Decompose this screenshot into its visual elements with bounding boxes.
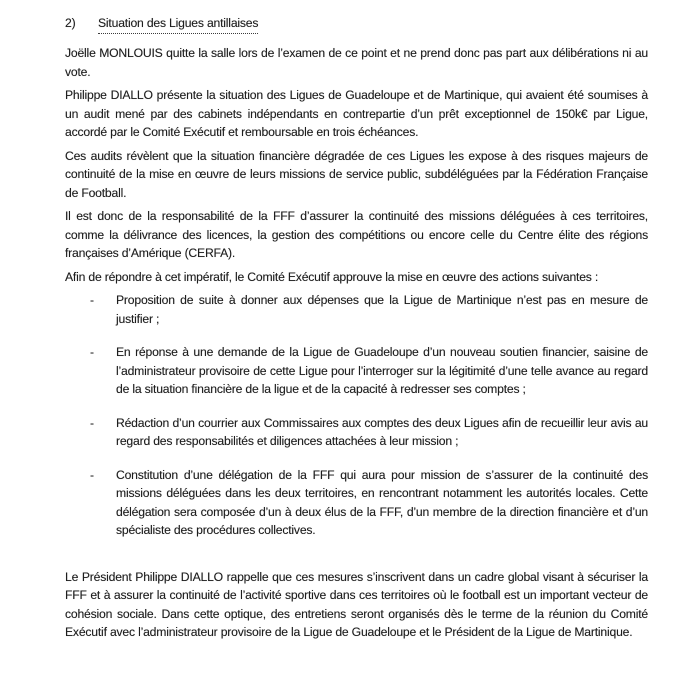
bullet-dash: -	[90, 415, 94, 430]
bullet-dash: -	[90, 345, 94, 359]
bullet-dash: -	[90, 293, 94, 307]
closing-paragraph: Le Président Philippe DIALLO rappelle que ces mesures s’inscrivent dans un cadre global visant à sécuriser la FFF et à assurer la continuité de l’activité sportive dans ces territoires où le football est un important vecteur de cohésion sociale. Dans cette optique, des entretiens seront organisés dès le terme de la réunion du Comité Exécutif avec l’administrateur provisoire de la Ligue de Guadeloupe et le Président de la Ligue de Martinique.	[65, 569, 648, 639]
bullet-item	[65, 414, 648, 451]
paragraph-diallo-presentation: Philippe DIALLO présente la situation des Ligues de Guadeloupe et de Martinique, qui avaient été soumises à un audit mené par des cabinets indépendants en contrepartie d’un prêt exceptionnel de 150k€ par Ligue, accordé par le Comité Exécutif et remboursable en trois échéances.	[65, 88, 648, 139]
bullet-item	[65, 291, 648, 328]
bullet-text: Proposition de suite à donner aux dépenses que la Ligue de Martinique n’est pas en mesure de justifier ;	[116, 293, 648, 326]
paragraph-audits: Ces audits révèlent que la situation financière dégradée de ces Ligues les expose à des risques majeurs de continuité de la mise en œuvre de leurs missions de service public, subdéléguées par la Fédération Française de Football.	[65, 148, 648, 200]
bullet-list	[65, 291, 648, 540]
section-title: Situation des Ligues antillaises	[98, 14, 258, 34]
section-number: 2)	[65, 16, 76, 30]
bullet-item	[65, 343, 648, 399]
bullet-item	[65, 466, 648, 540]
paragraph-responsabilite-fff: Il est donc de la responsabilité de la FFF d’assurer la continuité des missions déléguées à ces territoires, comme la délivrance des licences, la gestion des compétitions ou encore celle du Centre élite des régions françaises d’Amérique (CERFA).	[65, 209, 648, 260]
paragraph-actions-intro: Afin de répondre à cet impératif, le Comité Exécutif approuve la mise en œuvre des actions suivantes :	[65, 269, 599, 284]
bullet-text: En réponse à une demande de la Ligue de Guadeloupe d’un nouveau soutien financier, saisine de l’administrateur provisoire de cette Ligue pour l’interroger sur la légitimité d’une telle avance au regard de la situation financière de la ligue et de la capacité à redresser ses comptes ;	[116, 345, 648, 396]
section-heading	[65, 14, 648, 34]
bullet-dash: -	[90, 467, 94, 482]
bullet-text: Constitution d’une délégation de la FFF qui aura pour mission de s’assurer de la continuité des missions déléguées dans les deux territoires, en rencontrant notamment les autorités locales. Cette délégation sera composée d’un à deux élus de la FFF, d’un membre de la direction financière et d’un spécialiste des procédures collectives.	[116, 467, 648, 537]
paragraph-monlouis: Joëlle MONLOUIS quitte la salle lors de l’examen de ce point et ne prend donc pas part aux délibérations ni au vote.	[65, 46, 648, 79]
bullet-text: Rédaction d’un courrier aux Commissaires aux comptes des deux Ligues afin de recueillir leur avis au regard des responsabilités et diligences attachées à leur mission ;	[116, 415, 648, 448]
